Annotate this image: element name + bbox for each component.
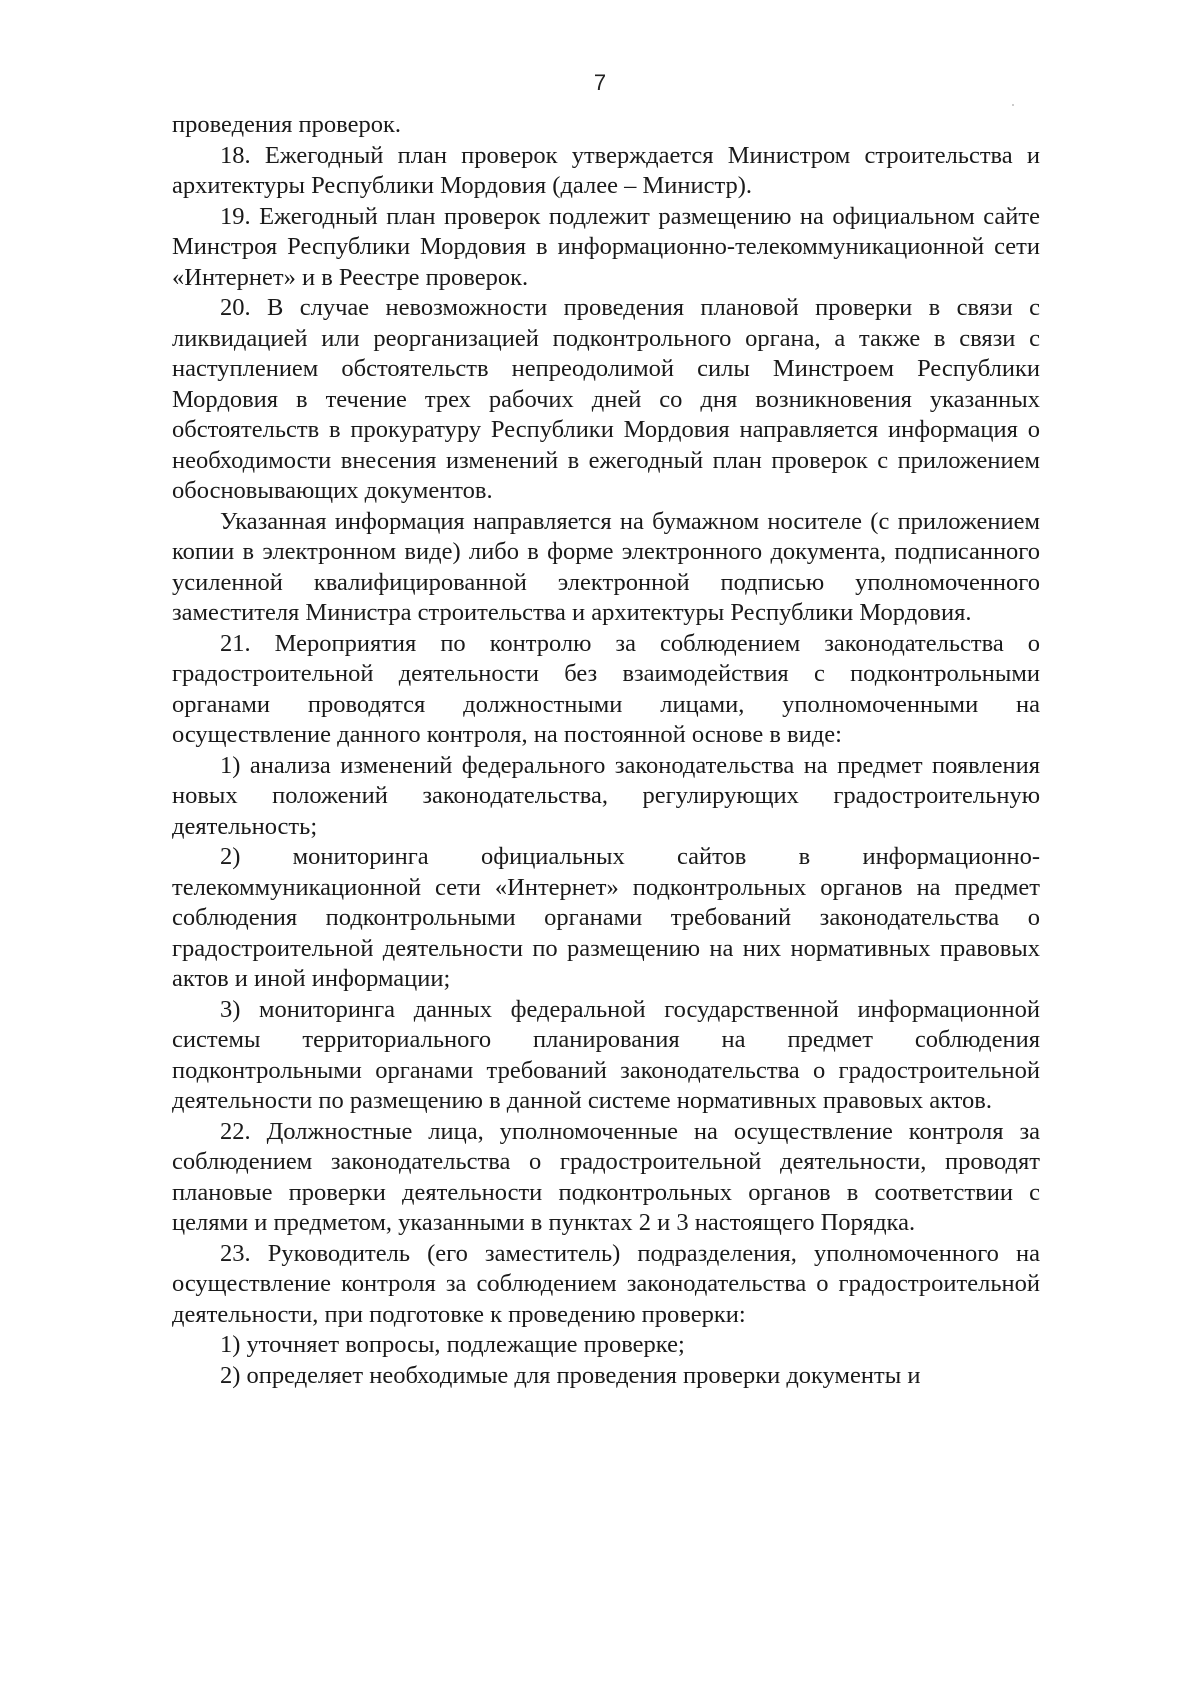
paragraph-21-item-3: 3) мониторинга данных федеральной государственной информационной системы территориального планирования на предмет соблюдения подконтрольными органами требований законодательства о градостроительной деятельности по размещению в данной системе нормативных правовых актов. — [172, 995, 1040, 1114]
scan-speck — [1012, 104, 1014, 106]
document-body — [172, 110, 1040, 1391]
paragraph-21-item-1: 1) анализа изменений федерального законодательства на предмет появления новых положений законодательства, регулирующих градостроительную деятельность; — [172, 751, 1040, 840]
paragraph-21-item-2: 2) мониторинга официальных сайтов в информационно-телекоммуникационной сети «Интернет» подконтрольных органов на предмет соблюдения подконтрольными органами требований законодательства о градостроительной деятельности по размещению на них нормативных правовых актов и иной информации; — [172, 843, 1040, 992]
paragraph-21: 21. Мероприятия по контролю за соблюдением законодательства о градостроительной деятельности без взаимодействия с подконтрольными органами проводятся должностными лицами, уполномоченными на осуществление данного контроля, на постоянной основе в виде: — [172, 629, 1040, 748]
paragraph-23: 23. Руководитель (его заместитель) подразделения, уполномоченного на осуществление контроля за соблюдением законодательства о градостроительной деятельности, при подготовке к проведению проверки: — [172, 1239, 1040, 1328]
paragraph-23-item-2: 2) определяет необходимые для проведения проверки документы и — [220, 1361, 921, 1389]
page-number: 7 — [593, 70, 607, 95]
paragraph-20-continued: Указанная информация направляется на бумажном носителе (с приложением копии в электронном виде) либо в форме электронного документа, подписанного усиленной квалифицированной электронной подписью уполномоченного заместителя Министра строительства и архитектуры Республики Мордовия. — [172, 507, 1040, 626]
paragraph-23-item-1: 1) уточняет вопросы, подлежащие проверке; — [220, 1331, 685, 1358]
paragraph-22: 22. Должностные лица, уполномоченные на осуществление контроля за соблюдением законодательства о градостроительной деятельности, проводят плановые проверки деятельности подконтрольных органов в соответствии с целями и предметом, указанными в пунктах 2 и 3 настоящего Порядка. — [172, 1117, 1040, 1236]
paragraph-continuation: проведения проверок. — [172, 111, 401, 138]
paragraph-20: 20. В случае невозможности проведения плановой проверки в связи с ликвидацией или реорганизацией подконтрольного органа, а также в связи с наступлением обстоятельств непреодолимой силы Минстроем Республики Мордовия в течение трех рабочих дней со дня возникновения указанных обстоятельств в прокуратуру Республики Мордовия направляется информация о необходимости внесения изменений в ежегодный план проверок с приложением обосновывающих документов. — [172, 294, 1040, 504]
paragraph-18: 18. Ежегодный план проверок утверждается Министром строительства и архитектуры Республики Мордовия (далее – Министр). — [172, 141, 1040, 199]
paragraph-19: 19. Ежегодный план проверок подлежит размещению на официальном сайте Минстроя Республики Мордовия в информационно-телекоммуникационной сети «Интернет» и в Реестре проверок. — [172, 202, 1040, 291]
